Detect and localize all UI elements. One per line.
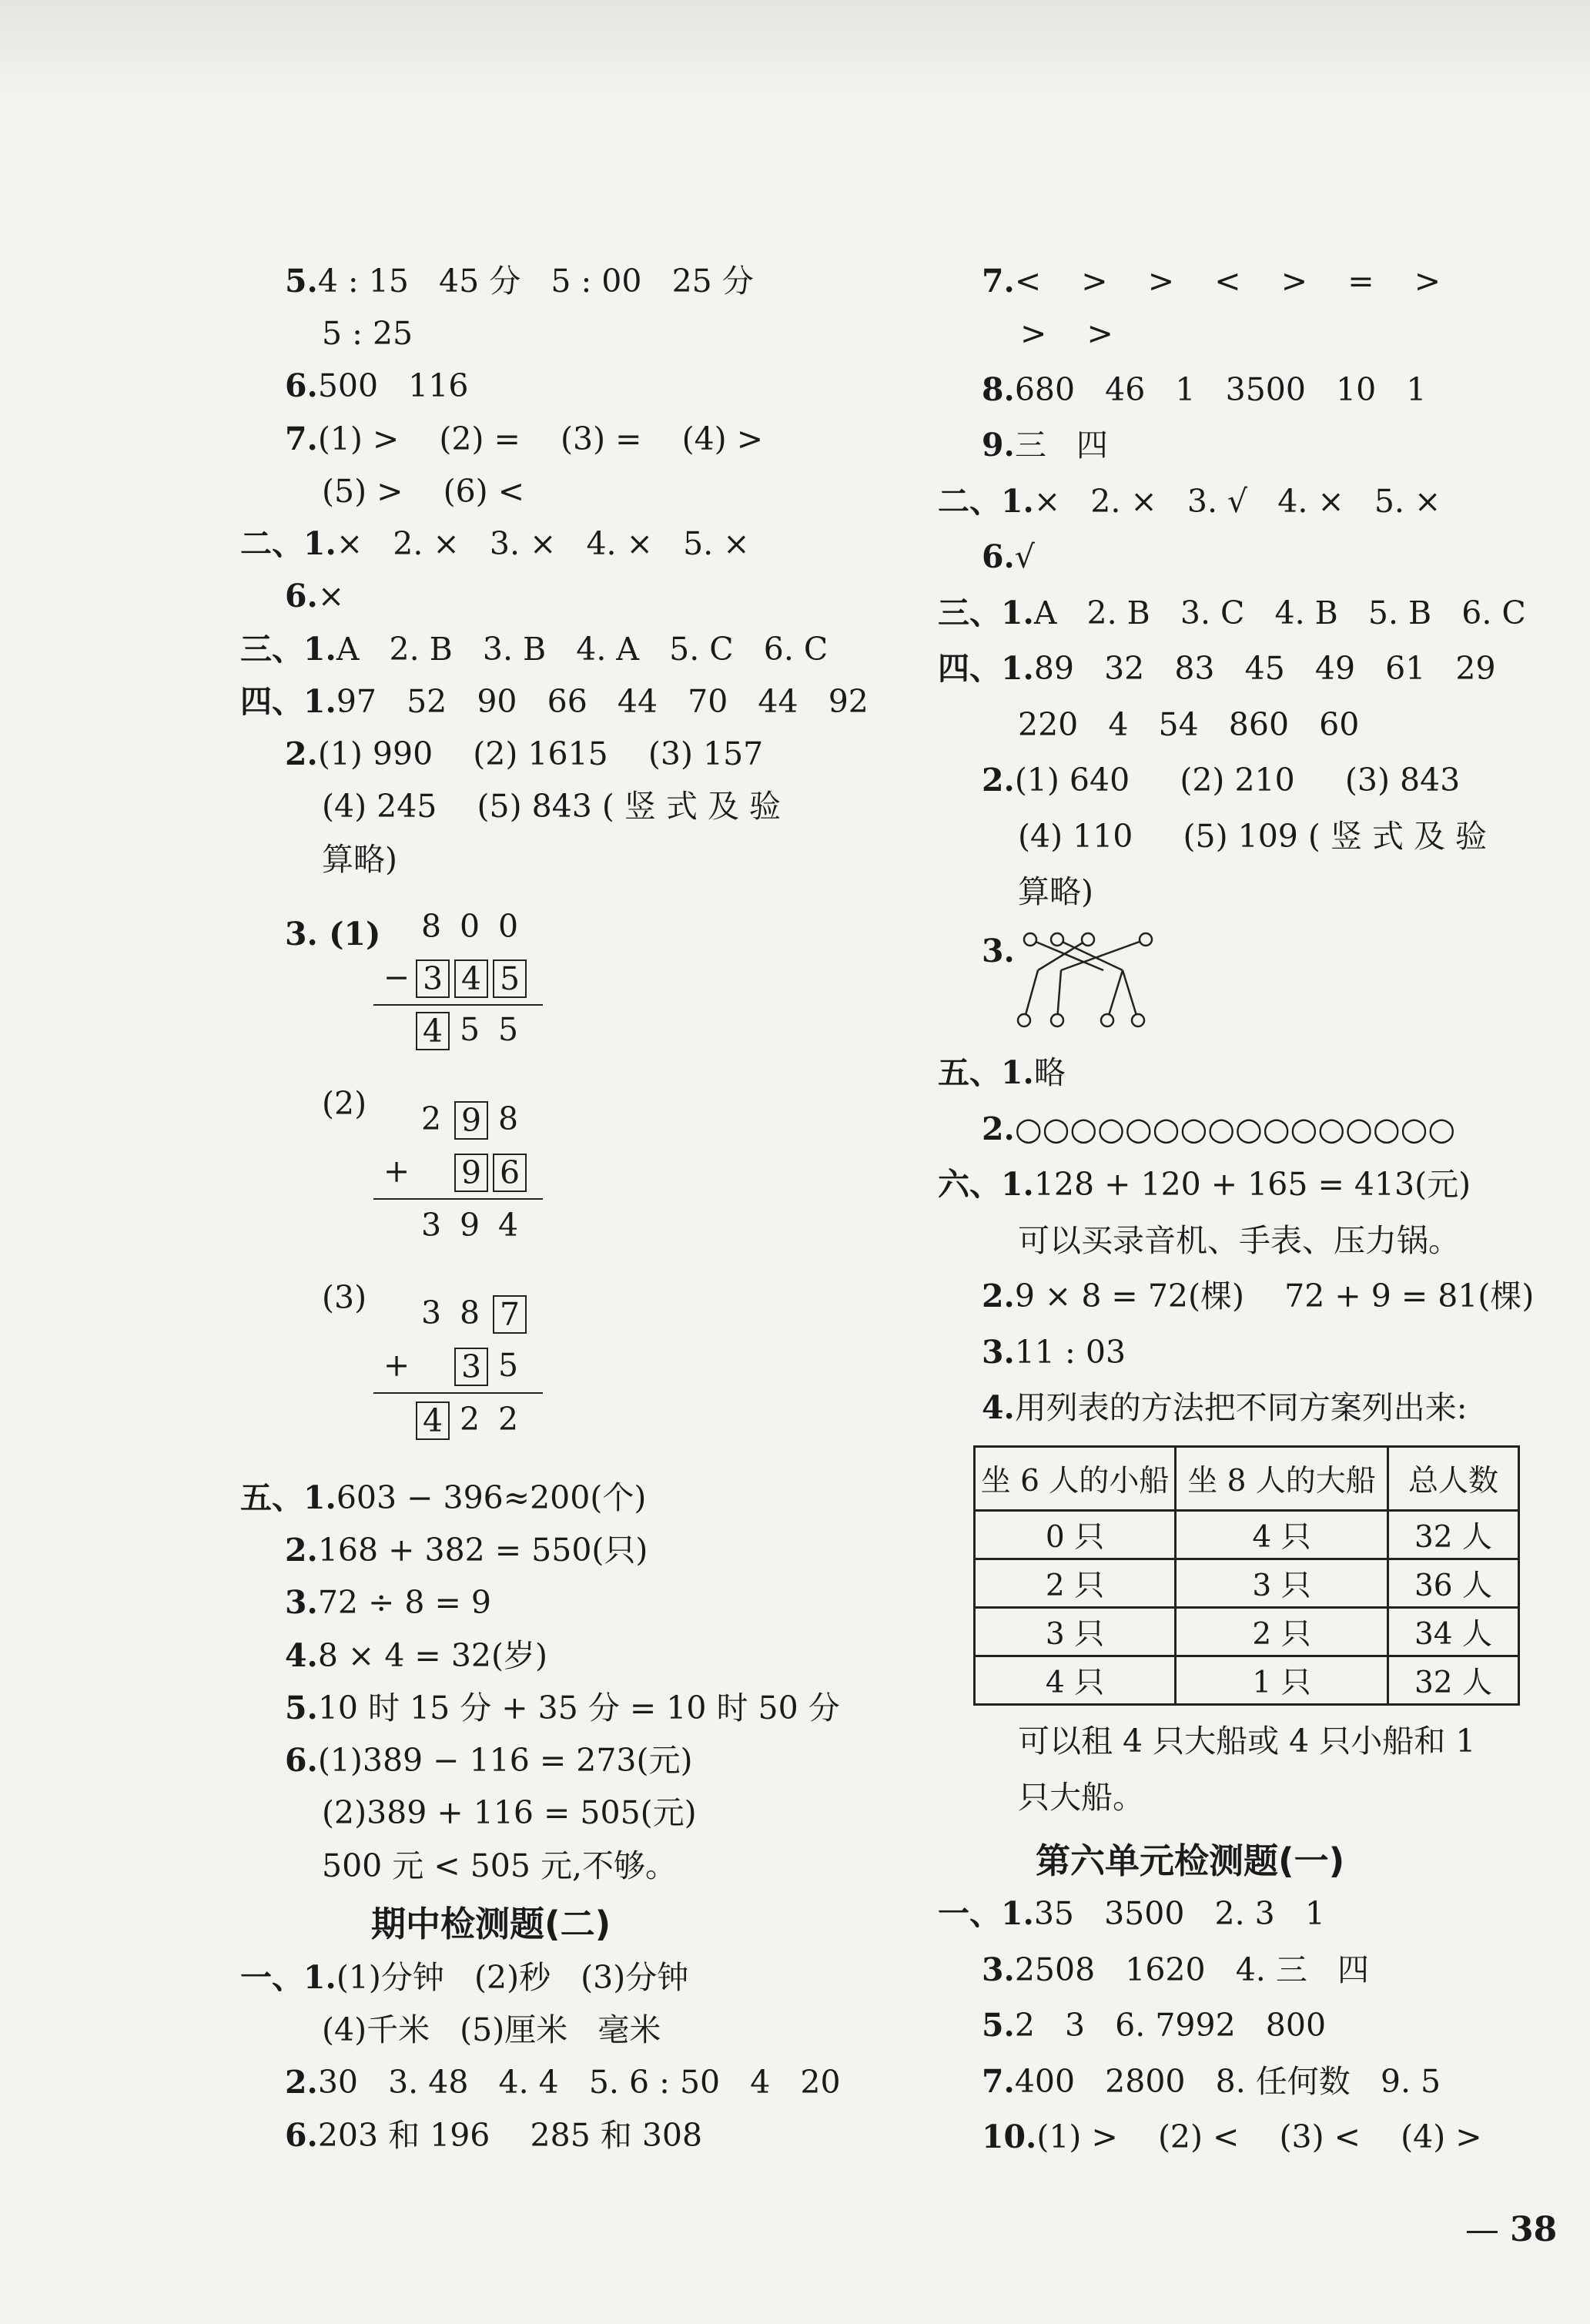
calc-label: (2) (322, 1085, 367, 1122)
vertical-calc-1 (370, 909, 554, 1063)
answer-line: > > (1020, 315, 1113, 352)
table-row (975, 1656, 1519, 1705)
page-number (1467, 2210, 1557, 2249)
answer-line: 6.(1)389 − 116 = 273(元) (285, 1742, 693, 1779)
calc-label: (3) (322, 1279, 367, 1316)
calc-digit: 2 (420, 1100, 442, 1137)
table-header: 坐 8 人的大船 (1176, 1447, 1388, 1511)
calc-digit: 2 (459, 1401, 480, 1438)
answer-line: 6.√ (982, 538, 1035, 575)
section-heading: 期中检测题(二) (371, 1904, 611, 1944)
calc-box-digit: 9 (454, 1154, 488, 1192)
answer-line: (4)千米 (5)厘米 毫米 (322, 2011, 661, 2048)
answer-line: 2.(1) 640 (2) 210 (3) 843 (982, 762, 1461, 799)
answer-line: 二、1.× 2. × 3. × 4. × 5. × (240, 525, 750, 562)
calc-digit: 0 (459, 908, 480, 945)
calc-box-digit: 4 (416, 1401, 450, 1440)
answer-line: 可以买录音机、手表、压力锅。 (1018, 1222, 1460, 1259)
calc-box-digit: 4 (416, 1012, 450, 1050)
table-row (975, 1511, 1519, 1559)
calc-digit: 5 (459, 1011, 480, 1048)
answer-line: 6.× (285, 578, 345, 614)
table-row (975, 1608, 1519, 1656)
answer-line: 六、1.128 + 120 + 165 = 413(元) (938, 1166, 1471, 1203)
calc-box-digit: 9 (454, 1101, 488, 1140)
answer-line: 220 4 54 860 60 (1018, 706, 1360, 743)
answer-line: 2.○○○○○○○○○○○○○○○○ (982, 1110, 1456, 1147)
calc-digit: 8 (420, 908, 442, 945)
answer-line: 一、1.(1)分钟 (2)秒 (3)分钟 (240, 1959, 689, 1996)
table-cell: 0 只 (975, 1511, 1176, 1559)
table-header-row (975, 1447, 1519, 1511)
calc-operator: + (383, 1153, 410, 1190)
calc-digit: 5 (497, 1011, 519, 1048)
answer-line: 可以租 4 只大船或 4 只小船和 1 (1018, 1723, 1476, 1760)
answer-line: 五、1.略 (938, 1054, 1066, 1091)
answer-line: 9.三 四 (982, 427, 1108, 464)
answer-line: 只大船。 (1018, 1779, 1144, 1816)
calc-box-digit: 6 (493, 1154, 527, 1192)
section-heading: 第六单元检测题(一) (1036, 1840, 1345, 1881)
answer-line: 算略) (322, 841, 397, 878)
calc-rule (373, 1004, 543, 1006)
answer-line: 2.9 × 8 = 72(棵) 72 + 9 = 81(棵) (982, 1278, 1535, 1314)
answer-line: 四、1.89 32 83 45 49 61 29 (938, 650, 1496, 687)
table-cell: 36 人 (1388, 1559, 1519, 1608)
calc-digit: 4 (497, 1207, 519, 1244)
vertical-calc-2 (370, 1101, 554, 1255)
answer-line: 2.30 3. 48 4. 4 5. 6 : 50 4 20 (285, 2064, 841, 2101)
answer-line: 5 : 25 (322, 315, 413, 352)
answer-line: 10.(1) > (2) < (3) < (4) > (982, 2118, 1482, 2155)
calc-operator: − (383, 959, 410, 996)
table-header: 总人数 (1388, 1447, 1519, 1511)
table-cell: 2 只 (1176, 1608, 1388, 1656)
calc-digit: 8 (497, 1100, 519, 1137)
table-cell: 2 只 (975, 1559, 1176, 1608)
answer-line: 7.< > > < > = > (982, 263, 1441, 300)
answer-line: (5) > (6) < (322, 473, 525, 510)
answer-line: 2.168 + 382 = 550(只) (285, 1532, 648, 1569)
answer-line: 3.2508 1620 4. 三 四 (982, 1951, 1369, 1988)
answer-line: 5.10 时 15 分 + 35 分 = 10 时 50 分 (285, 1689, 840, 1726)
answer-line: 6.500 116 (285, 367, 469, 404)
calc-rule (373, 1198, 543, 1200)
answer-line: 2.(1) 990 (2) 1615 (3) 157 (285, 735, 764, 772)
table-header: 坐 6 人的小船 (975, 1447, 1176, 1511)
calc-box-digit: 3 (454, 1348, 488, 1386)
calc-digit: 9 (459, 1207, 480, 1244)
calc-box-digit: 4 (454, 959, 488, 998)
page-number-dash (1467, 2231, 1498, 2233)
answer-line: 三、1.A 2. B 3. C 4. B 5. B 6. C (938, 594, 1526, 631)
table-cell: 3 只 (975, 1608, 1176, 1656)
boat-plan-table (973, 1445, 1520, 1706)
calc-label: 3. (1) (285, 916, 381, 953)
calc-digit: 2 (497, 1401, 519, 1438)
answer-line: 四、1.97 52 90 66 44 70 44 92 (240, 683, 869, 720)
table-cell: 34 人 (1388, 1608, 1519, 1656)
answer-line: (4) 245 (5) 843 ( 竖 式 及 验 (322, 788, 782, 825)
answer-line: 500 元 < 505 元,不够。 (322, 1847, 678, 1884)
table-cell: 1 只 (1176, 1656, 1388, 1705)
table-cell: 4 只 (975, 1656, 1176, 1705)
table-cell: 3 只 (1176, 1559, 1388, 1608)
calc-box-digit: 5 (493, 959, 527, 998)
answer-line: 8.680 46 1 3500 10 1 (982, 371, 1427, 408)
table-cell: 4 只 (1176, 1511, 1388, 1559)
answer-line: 3. (982, 933, 1015, 969)
calc-operator: + (383, 1347, 410, 1384)
answer-line: 3.11 : 03 (982, 1334, 1126, 1371)
answer-line: 7.(1) > (2) = (3) = (4) > (285, 420, 764, 457)
table-cell: 32 人 (1388, 1511, 1519, 1559)
table-cell: 32 人 (1388, 1656, 1519, 1705)
calc-digit: 0 (497, 908, 519, 945)
answer-line: 一、1.35 3500 2. 3 1 (938, 1895, 1325, 1932)
calc-digit: 5 (497, 1347, 519, 1384)
calc-digit: 3 (420, 1207, 442, 1244)
answer-line: 5.2 3 6. 7992 800 (982, 2007, 1327, 2044)
answer-line: 五、1.603 − 396≈200(个) (240, 1479, 647, 1516)
calc-rule (373, 1392, 543, 1394)
answer-line: 3.72 ÷ 8 = 9 (285, 1584, 491, 1621)
answer-line: 算略) (1018, 873, 1093, 910)
table-row (975, 1559, 1519, 1608)
answer-line: 5.4 : 15 45 分 5 : 00 25 分 (285, 263, 754, 300)
answer-line: 6.203 和 196 285 和 308 (285, 2117, 703, 2154)
answer-line: 7.400 2800 8. 任何数 9. 5 (982, 2063, 1441, 2100)
answer-line: (4) 110 (5) 109 ( 竖 式 及 验 (1018, 818, 1488, 855)
answer-line: 二、1.× 2. × 3. √ 4. × 5. × (938, 483, 1441, 520)
answer-line: (2)389 + 116 = 505(元) (322, 1794, 697, 1831)
calc-digit: 3 (420, 1294, 442, 1331)
calc-digit: 8 (459, 1294, 480, 1331)
vertical-calc-3 (370, 1295, 554, 1449)
calc-box-digit: 7 (493, 1295, 527, 1334)
matching-lines-diagram (1015, 924, 1161, 1032)
answer-line: 4.8 × 4 = 32(岁) (285, 1637, 547, 1674)
calc-box-digit: 3 (416, 959, 450, 998)
answer-line: 4.用列表的方法把不同方案列出来: (982, 1389, 1468, 1426)
answer-line: 三、1.A 2. B 3. B 4. A 5. C 6. C (240, 631, 828, 668)
page-number-value: 38 (1510, 2210, 1558, 2249)
